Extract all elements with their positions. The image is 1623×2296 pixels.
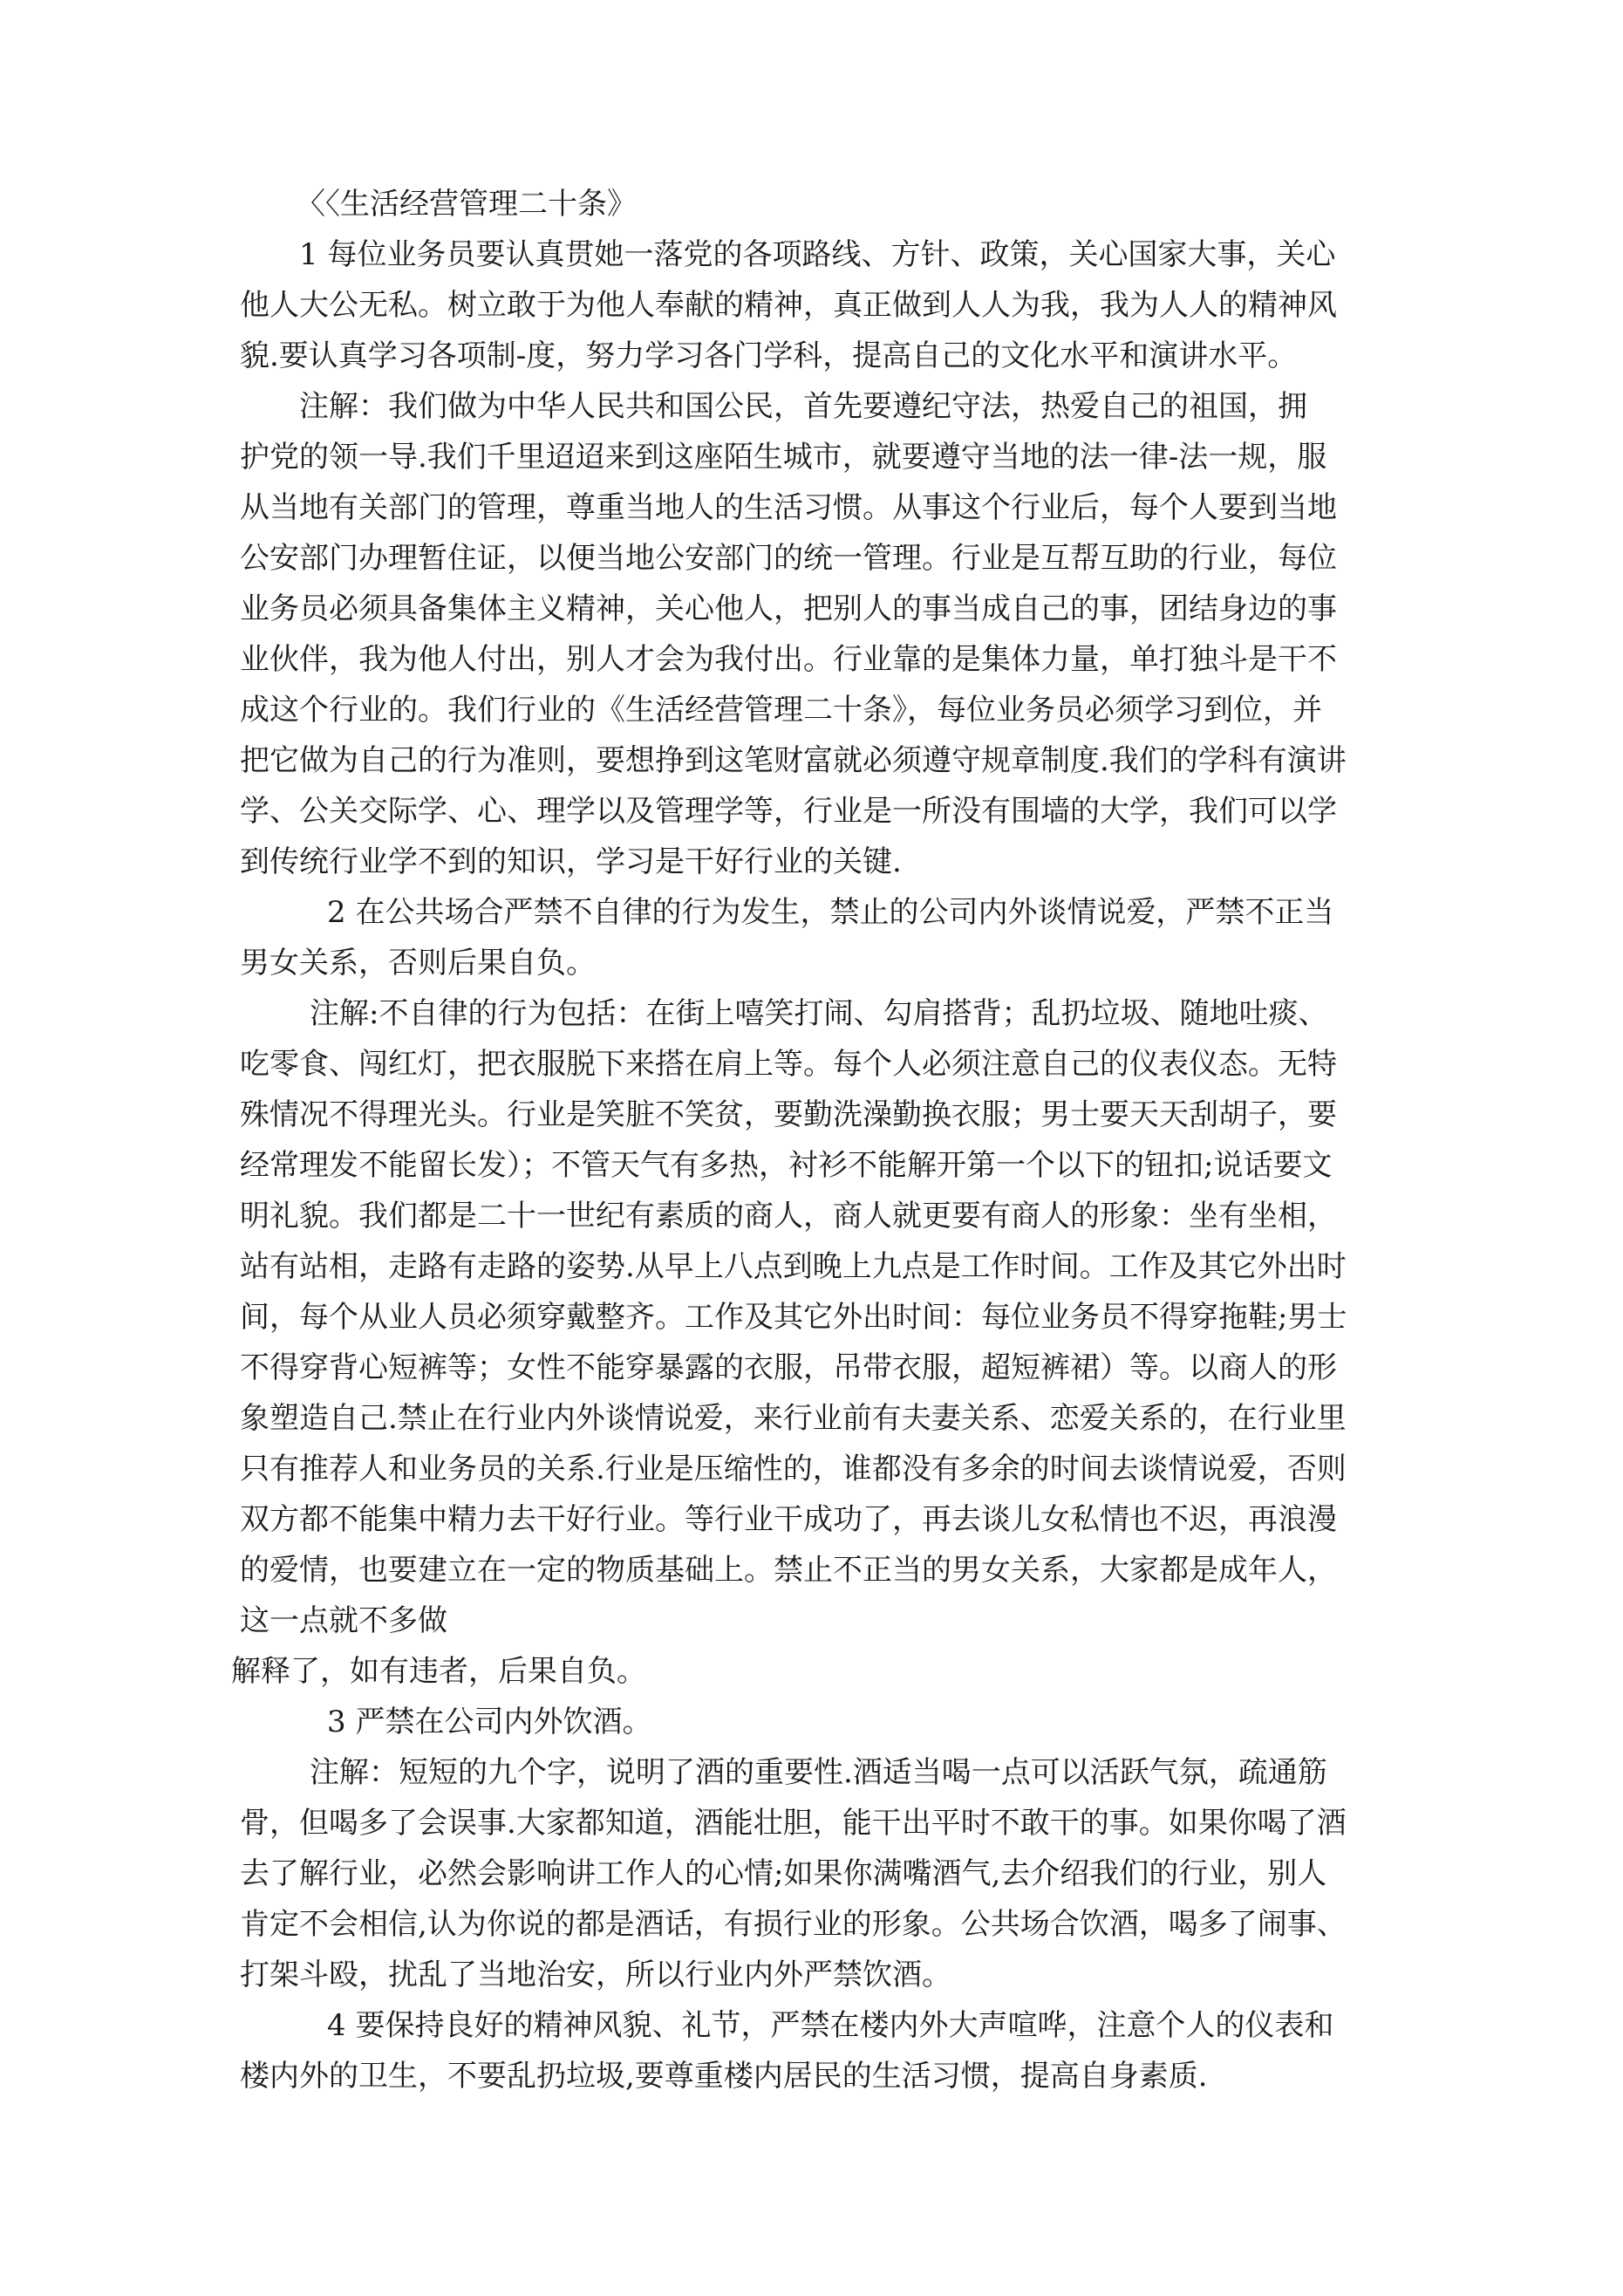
text-line: 把它做为自己的行为准则，要想挣到这笔财富就必须遵守规章制度.我们的学科有演讲 [240,743,1347,778]
text-line: 只有推荐人和业务员的关系.行业是压缩性的，谁都没有多余的时间去谈情说爱，否则 [240,1452,1347,1486]
document-title: 〈〈生活经营管理二十条》 [296,187,637,222]
text-line: 解释了，如有违者，后果自负。 [231,1654,646,1689]
text-line: 注解：我们做为中华人民共和国公民，首先要遵纪守法，热爱自己的祖国，拥 [299,389,1307,424]
text-line: 肯定不会相信,认为你说的都是酒话，有损行业的形象。公共场合饮酒，喝多了闹事、 [240,1907,1347,1942]
text-line: 明礼貌。我们都是二十一世纪有素质的商人，商人就更要有商人的形象：坐有坐相， [240,1199,1337,1233]
paragraph-rule-4 [240,2000,1395,2101]
text-line: 貌.要认真学习各项制-度，努力学习各门学科，提高自己的文化水平和演讲水平。 [240,338,1298,373]
text-line: 双方都不能集中精力去干好行业。等行业干成功了，再去谈儿女私情也不迟，再浪漫 [240,1502,1337,1537]
text-line: 到传统行业学不到的知识，学习是干好行业的关键. [240,844,902,879]
text-line: 的爱情，也要建立在一定的物质基础上。禁止不正当的男女关系，大家都是成年人， [240,1553,1337,1588]
text-line: 间，每个从业人员必须穿戴整齐。工作及其它外出时间：每位业务员不得穿拖鞋;男士 [240,1300,1347,1335]
text-line: 吃零食、闯红灯，把衣服脱下来搭在肩上等。每个人必须注意自己的仪表仪态。无特 [240,1047,1337,1082]
text-line: 学、公关交际学、心、理学以及管理学等，行业是一所没有围墙的大学，我们可以学 [240,794,1337,829]
paragraph-rule-1 [240,229,1395,381]
document-body [231,179,1395,2101]
text-line: 他人大公无私。树立敢于为他人奉献的精神，真正做到人人为我，我为人人的精神风 [240,288,1337,323]
text-line: 骨，但喝多了会误事.大家都知道，酒能壮胆，能干出平时不敢干的事。如果你喝了酒 [240,1806,1347,1841]
text-line: 经常理发不能留长发）；不管天气有多热，衬衫不能解开第一个以下的钮扣;说话要文 [240,1148,1333,1183]
paragraph-note-2 [231,988,1395,1697]
text-line: 成这个行业的。我们行业的《生活经营管理二十条》，每位业务员必须学习到位，并 [240,693,1322,728]
text-line: 打架斗殴，扰乱了当地治安，所以行业内外严禁饮酒。 [240,1958,951,1992]
text-line: 这一点就不多做 [240,1603,447,1638]
paragraph-rule-3 [240,1697,1395,1747]
text-line: 注解:不自律的行为包括：在街上嘻笑打闹、勾肩搭背；乱扔垃圾、随地吐痰、 [310,996,1328,1031]
text-line: 4 要保持良好的精神风貌、礼节，严禁在楼内外大声喧哗，注意个人的仪表和 [327,2008,1334,2043]
text-line: 3 严禁在公司内外饮酒。 [327,1705,652,1739]
paragraph-note-3 [240,1747,1395,2000]
text-line: 去了解行业，必然会影响讲工作人的心情;如果你满嘴酒气,去介绍我们的行业，别人 [240,1856,1327,1891]
text-line: 殊情况不得理光头。行业是笑脏不笑贫，要勤洗澡勤换衣服；男士要天天刮胡子，要 [240,1097,1337,1132]
text-line: 1 每位业务员要认真贯她一落党的各项路线、方针、政策，关心国家大事，关心 [299,237,1336,272]
text-line: 站有站相，走路有走路的姿势.从早上八点到晚上九点是工作时间。工作及其它外出时 [240,1249,1347,1284]
text-line: 业务员必须具备集体主义精神，关心他人，把别人的事当成自己的事，团结身边的事 [240,591,1337,626]
paragraph-rule-2 [240,887,1395,988]
text-line: 不得穿背心短裤等；女性不能穿暴露的衣服，吊带衣服，超短裤裙）等。以商人的形 [240,1350,1337,1385]
text-line: 注解：短短的九个字，说明了酒的重要性.酒适当喝一点可以活跃气氛，疏通筋 [310,1755,1327,1790]
text-line: 象塑造自己.禁止在行业内外谈情说爱，来行业前有夫妻关系、恋爱关系的，在行业里 [240,1401,1347,1436]
text-line: 业伙伴，我为他人付出，别人才会为我付出。行业靠的是集体力量，单打独斗是干不 [240,642,1337,677]
text-line: 护党的领一导.我们千里迢迢来到这座陌生城市，就要遵守当地的法一律-法一规，服 [240,440,1327,475]
text-line: 楼内外的卫生，不要乱扔垃圾,要尊重楼内居民的生活习惯，提高自身素质. [240,2059,1208,2094]
text-line: 从当地有关部门的管理，尊重当地人的生活习惯。从事这个行业后，每个人要到当地 [240,490,1337,525]
paragraph-note-1 [240,381,1395,887]
text-line: 男女关系，否则后果自负。 [240,946,596,981]
text-line: 公安部门办理暂住证，以便当地公安部门的统一管理。行业是互帮互助的行业，每位 [240,541,1337,576]
text-line: 2 在公共场合严禁不自律的行为发生，禁止的公司内外谈情说爱，严禁不正当 [327,895,1334,930]
